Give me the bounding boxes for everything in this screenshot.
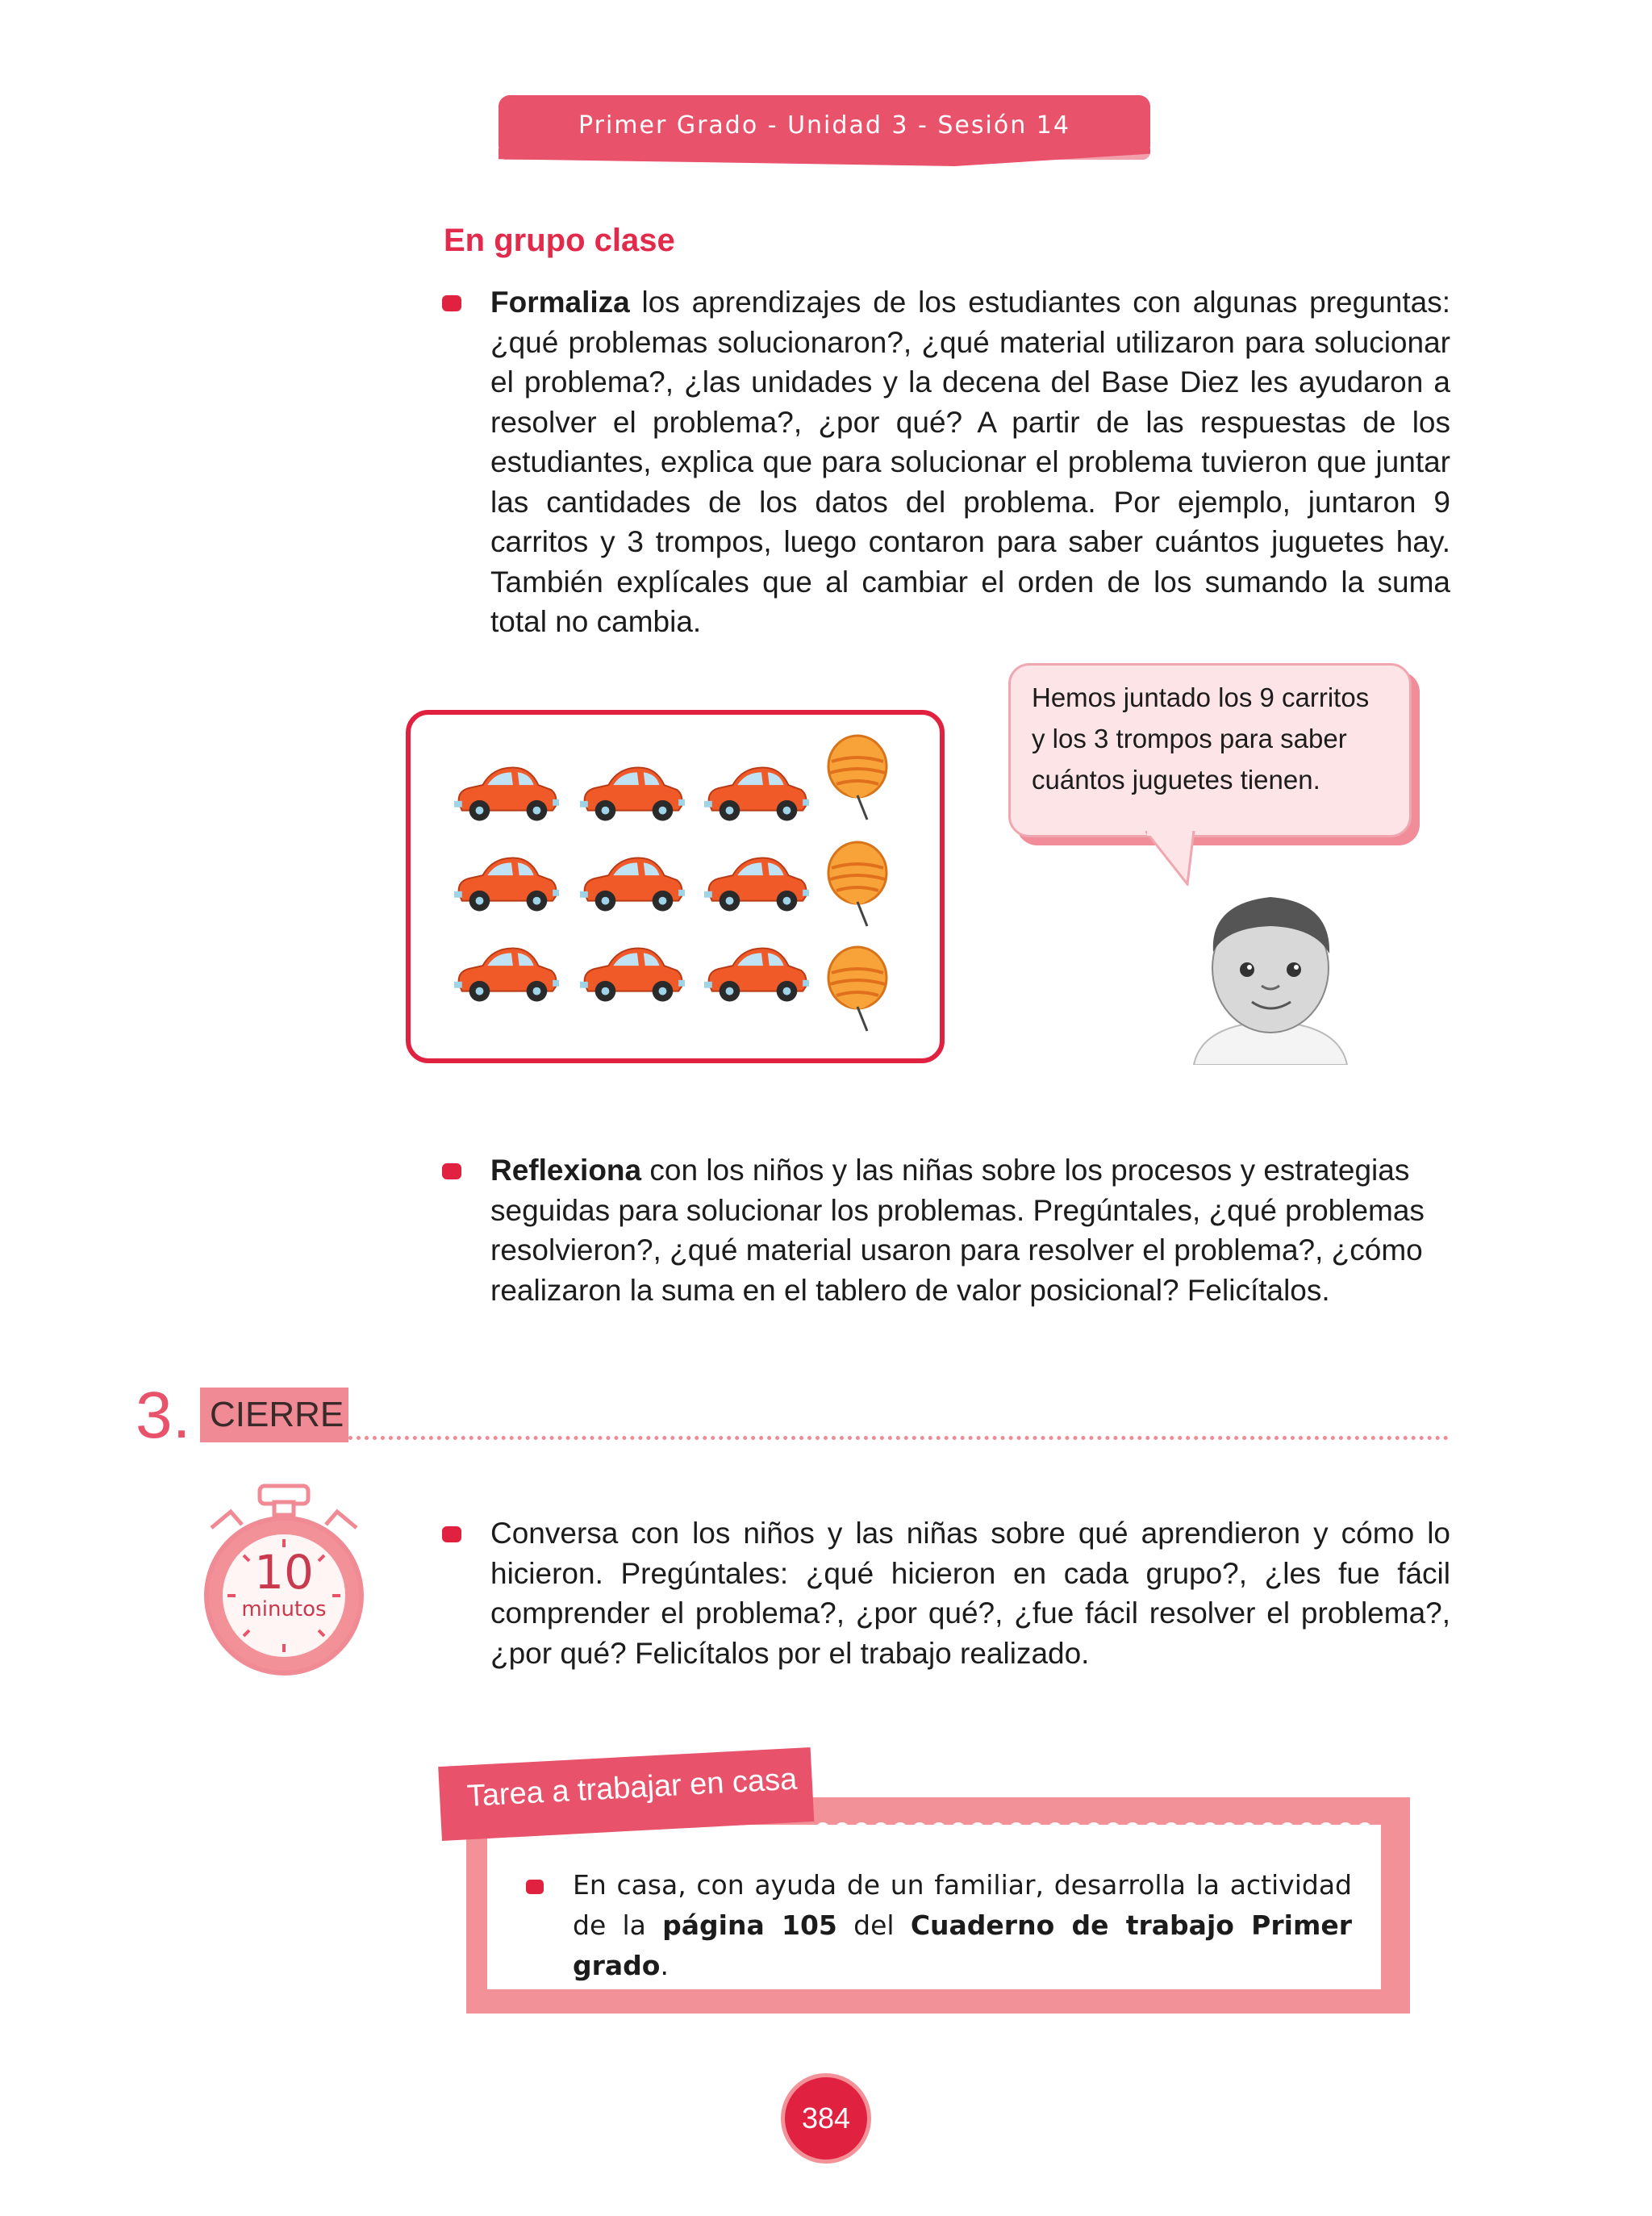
homework-text-middle: del — [836, 1909, 911, 1941]
homework-text — [573, 1865, 1352, 1986]
homework-text-end: . — [660, 1950, 669, 1981]
car-icon — [577, 847, 688, 916]
speech-bubble: Hemos juntado los 9 carritos y los 3 trompos para saber cuántos juguetes tienen. — [1008, 663, 1412, 837]
formaliza-paragraph — [442, 282, 1450, 642]
homework-page-ref: página 105 — [662, 1909, 837, 1941]
cierre-text: Conversa con los niños y las niñas sobre qué aprendieron y cómo lo hicieron. Pregúntales: ¿qué hicieron en cada grupo?, ¿les fue fácil comprender el problema?, ¿por qué?, ¿fue fácil resolver el problema?, ¿por qué? Felicítalos por el trabajo realizado. — [490, 1517, 1450, 1670]
timer-unit: minutos — [241, 1597, 327, 1621]
homework-scallop-border — [815, 1812, 1379, 1834]
reflexiona-text — [490, 1150, 1450, 1310]
homework-text-start: En casa, con ayuda de un familiar, desarrolla la actividad de la — [573, 1869, 1352, 1941]
spinning-top-icon — [825, 941, 890, 1037]
bullet-icon — [442, 1526, 461, 1542]
spinning-top-icon — [825, 836, 890, 933]
toys-illustration — [406, 710, 945, 1063]
timer-value: 10 — [254, 1545, 314, 1600]
spinning-top-icon — [825, 729, 890, 826]
bullet-icon — [442, 295, 461, 311]
reflexiona-paragraph — [442, 1150, 1450, 1310]
car-icon — [451, 937, 562, 1007]
reflexiona-bold: Reflexiona — [490, 1154, 642, 1187]
homework-book-title: Cuaderno de trabajo Primer grado — [573, 1909, 1352, 1981]
formaliza-bold: Formaliza — [490, 286, 630, 319]
bullet-icon — [442, 1163, 461, 1179]
car-icon — [701, 847, 812, 916]
car-icon — [701, 937, 812, 1007]
cierre-label: CIERRE — [200, 1388, 348, 1442]
car-icon — [451, 757, 562, 826]
car-icon — [451, 847, 562, 916]
cierre-divider — [348, 1436, 1449, 1440]
reflexiona-body: con los niños y las niñas sobre los procesos y estrategias seguidas para solucionar los problemas. Pregúntales, ¿qué problemas resolvieron?, ¿qué material usaron para resolver el problema?, ¿cómo realizaron la suma en el tablero de valor posicional? Felicítalos. — [490, 1154, 1425, 1307]
session-header — [499, 95, 1150, 160]
speech-bubble-tail — [1145, 831, 1210, 886]
session-header-title: Primer Grado - Unidad 3 - Sesión 14 — [578, 111, 1070, 140]
car-icon — [577, 757, 688, 826]
section-heading: En grupo clase — [444, 223, 675, 258]
cierre-number: 3. — [136, 1379, 191, 1452]
child-illustration — [1178, 879, 1363, 1065]
bullet-icon — [526, 1880, 544, 1894]
formaliza-body: los aprendizajes de los estudiantes con algunas preguntas: ¿qué problemas solucionaron?, ¿qué material utilizaron para solucionar el problema?, ¿las unidades y la decena del Base Diez les ayudaron a resolver el problema?, ¿por qué? A partir de las respuestas de los estudiantes, explica que para solucionar el problema tuvieron que juntar las cantidades de los datos del problema. Por ejemplo, juntaron 9 carritos y 3 trompos, luego contaron para saber cuántos juguetes hay. También explícales que al cambiar el orden de los sumando la suma total no cambia. — [490, 286, 1450, 638]
page-number: 384 — [781, 2073, 871, 2164]
homework-title: Tarea a trabajar en casa — [465, 1762, 799, 1814]
car-icon — [577, 937, 688, 1007]
car-icon — [701, 757, 812, 826]
cierre-paragraph — [442, 1513, 1450, 1673]
formaliza-text — [490, 282, 1450, 642]
